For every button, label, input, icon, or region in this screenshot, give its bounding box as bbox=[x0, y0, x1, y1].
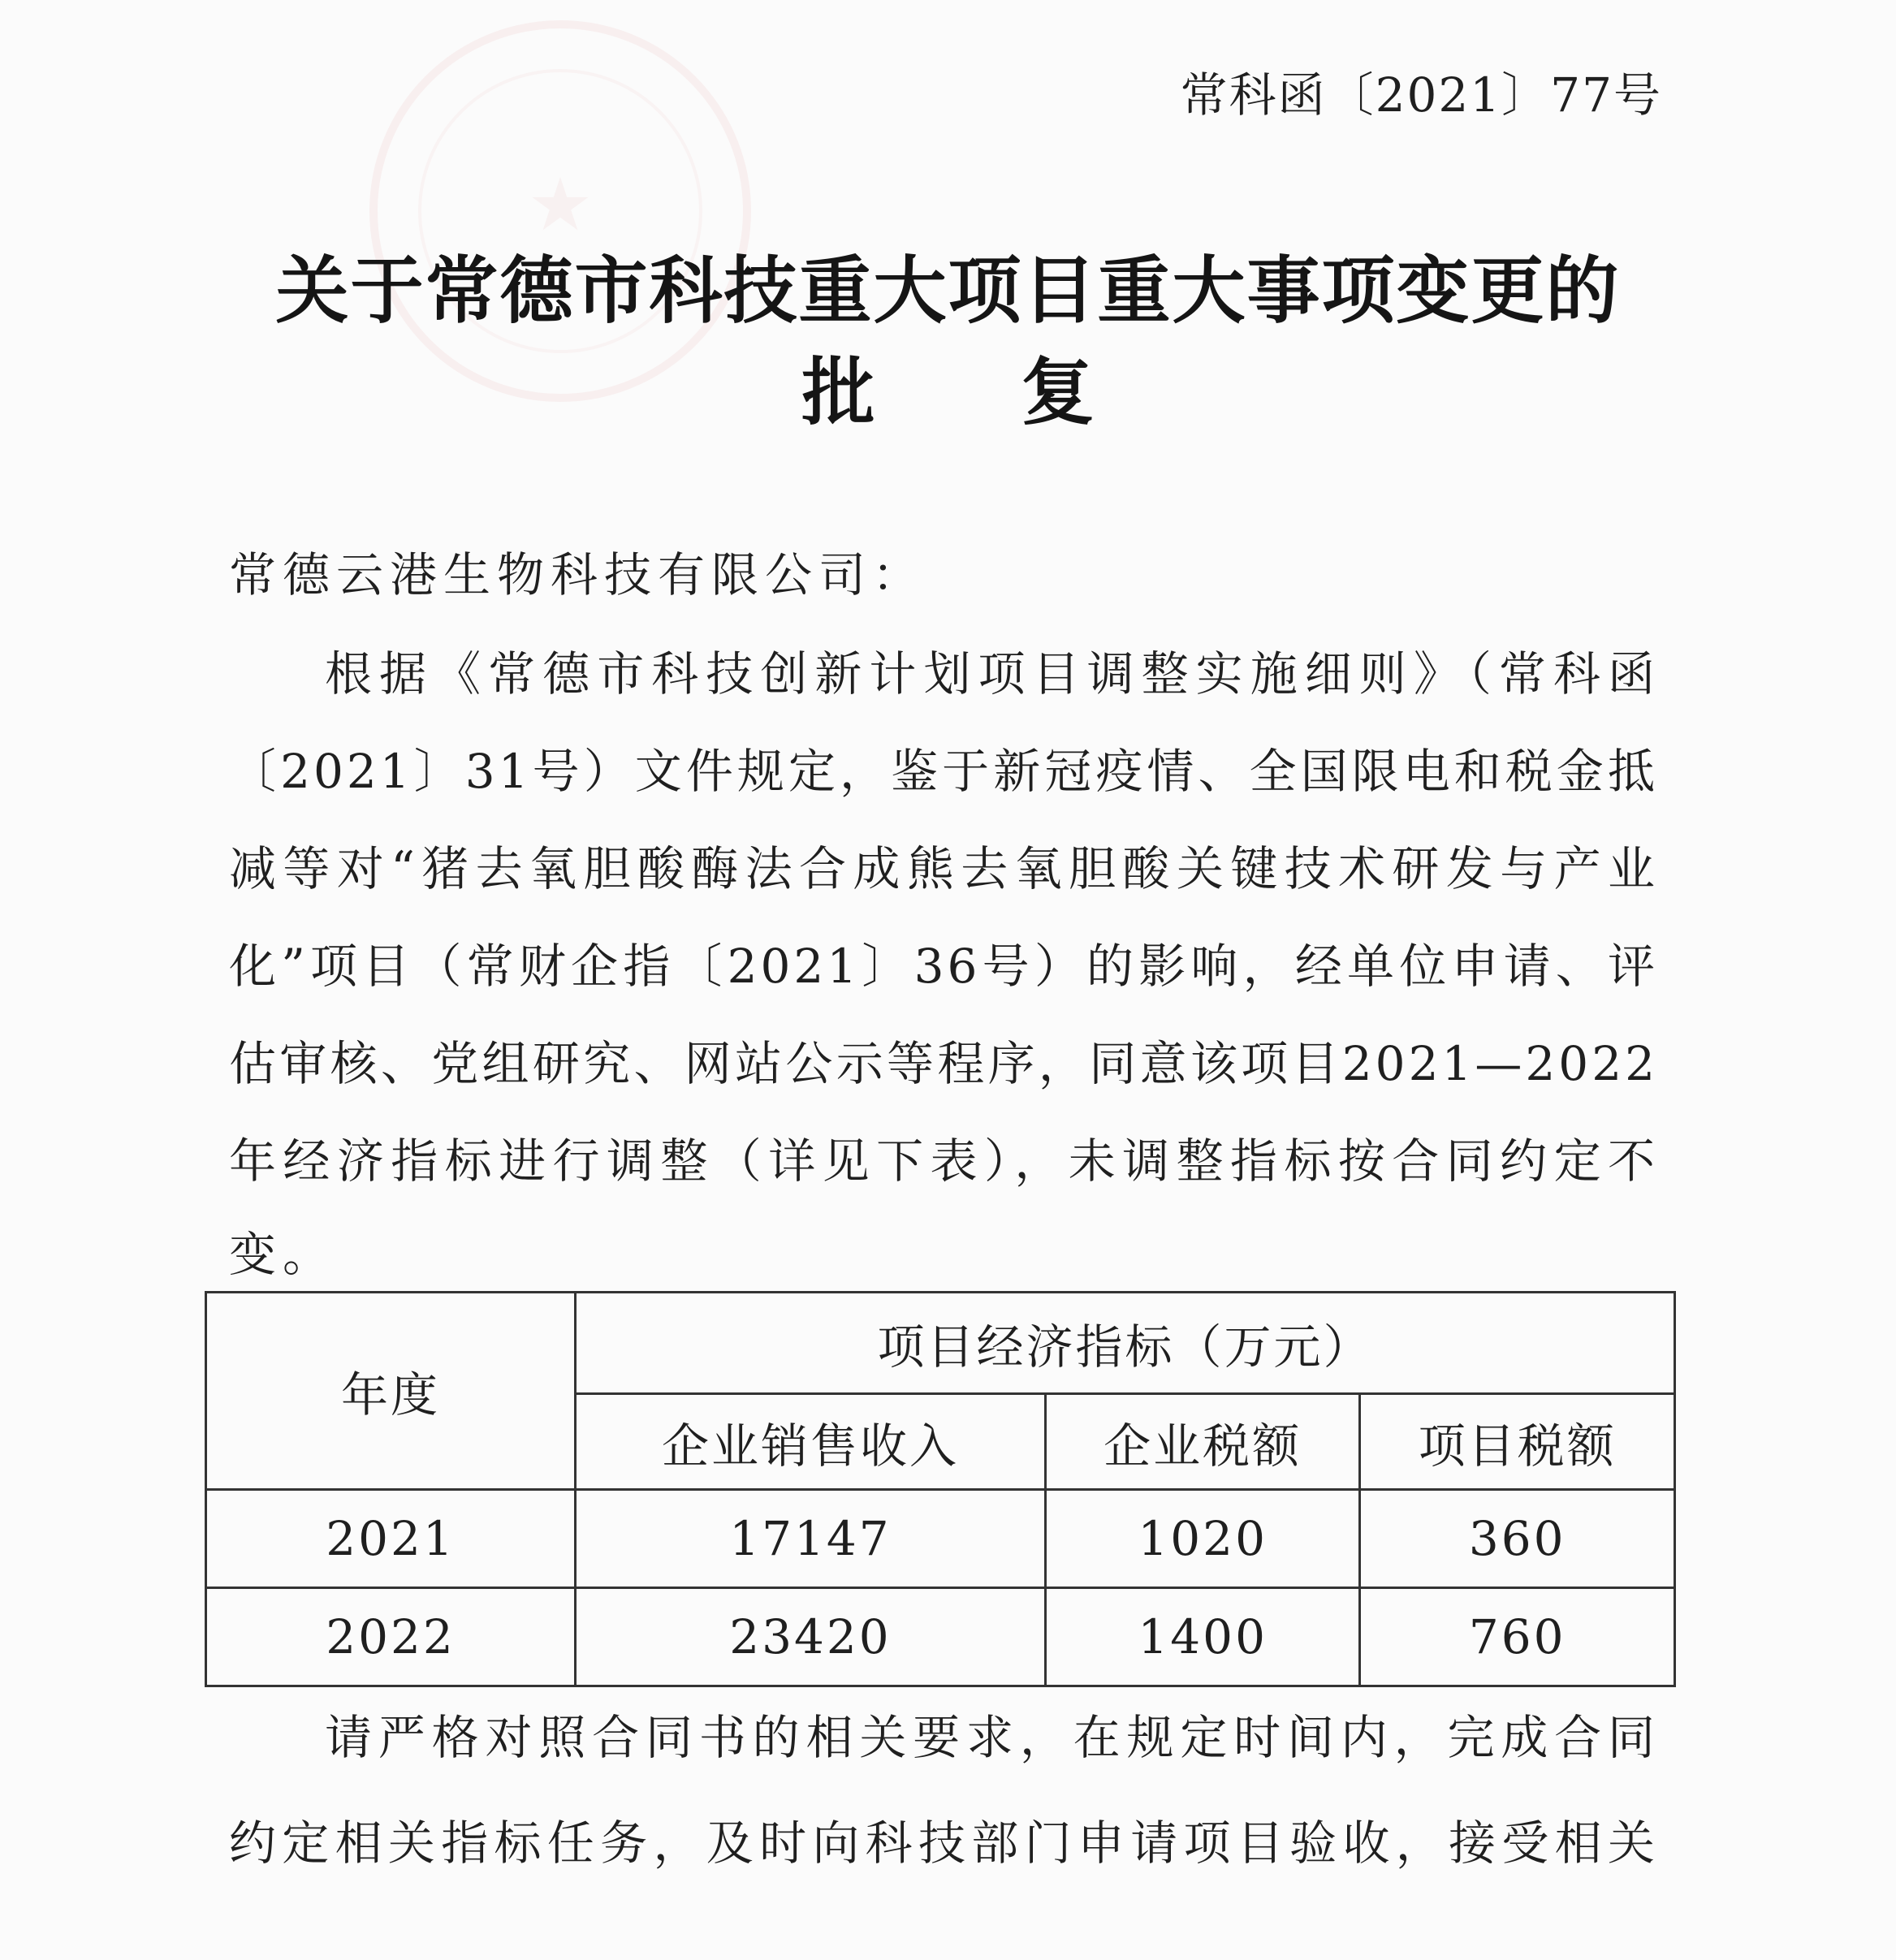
table-header-row bbox=[206, 1293, 1675, 1394]
body-line: 估审核、党组研究、网站公示等程序，同意该项目2021—2022 bbox=[229, 1036, 1658, 1091]
document-title-line-1: 关于常德市科技重大项目重大事项变更的 bbox=[275, 248, 1621, 334]
body-line: 减等对“猪去氧胆酸酶法合成熊去氧胆酸关键技术研发与产业 bbox=[229, 841, 1658, 896]
column-header: 企业销售收入 bbox=[576, 1394, 1046, 1490]
enterprise-tax-cell: 1400 bbox=[1045, 1588, 1360, 1686]
indicators-group-header: 项目经济指标（万元） bbox=[576, 1293, 1675, 1394]
document-number: 常科函〔2021〕77号 bbox=[1180, 67, 1662, 123]
closing-line: 约定相关指标任务，及时向科技部门申请项目验收，接受相关 bbox=[229, 1815, 1658, 1871]
economic-indicators-table bbox=[205, 1291, 1676, 1687]
body-line: 化”项目（常财企指〔2021〕36号）的影响，经单位申请、评 bbox=[229, 939, 1658, 994]
year-header: 年度 bbox=[206, 1293, 576, 1490]
year-cell: 2022 bbox=[206, 1588, 576, 1686]
column-header: 企业税额 bbox=[1045, 1394, 1360, 1490]
closing-line: 请严格对照合同书的相关要求，在规定时间内，完成合同 bbox=[325, 1710, 1658, 1765]
body-line: 年经济指标进行调整（详见下表），未调整指标按合同约定不 bbox=[229, 1133, 1658, 1189]
body-line: 根据《常德市科技创新计划项目调整实施细则》（常科函 bbox=[325, 646, 1658, 702]
project-tax-cell: 360 bbox=[1360, 1490, 1675, 1588]
body-line: 变。 bbox=[229, 1227, 337, 1282]
project-tax-cell: 760 bbox=[1360, 1588, 1675, 1686]
enterprise-tax-cell: 1020 bbox=[1045, 1490, 1360, 1588]
document-title-line-2: 批复 bbox=[801, 349, 1241, 435]
year-cell: 2021 bbox=[206, 1490, 576, 1588]
table-row bbox=[206, 1490, 1675, 1588]
column-header: 项目税额 bbox=[1360, 1394, 1675, 1490]
sales-revenue-cell: 17147 bbox=[576, 1490, 1046, 1588]
body-line: 〔2021〕31号）文件规定，鉴于新冠疫情、全国限电和税金抵 bbox=[229, 744, 1658, 799]
recipient: 常德云港生物科技有限公司： bbox=[229, 547, 926, 602]
seal-star-icon: ★ bbox=[527, 162, 594, 248]
sales-revenue-cell: 23420 bbox=[576, 1588, 1046, 1686]
table-row bbox=[206, 1588, 1675, 1686]
